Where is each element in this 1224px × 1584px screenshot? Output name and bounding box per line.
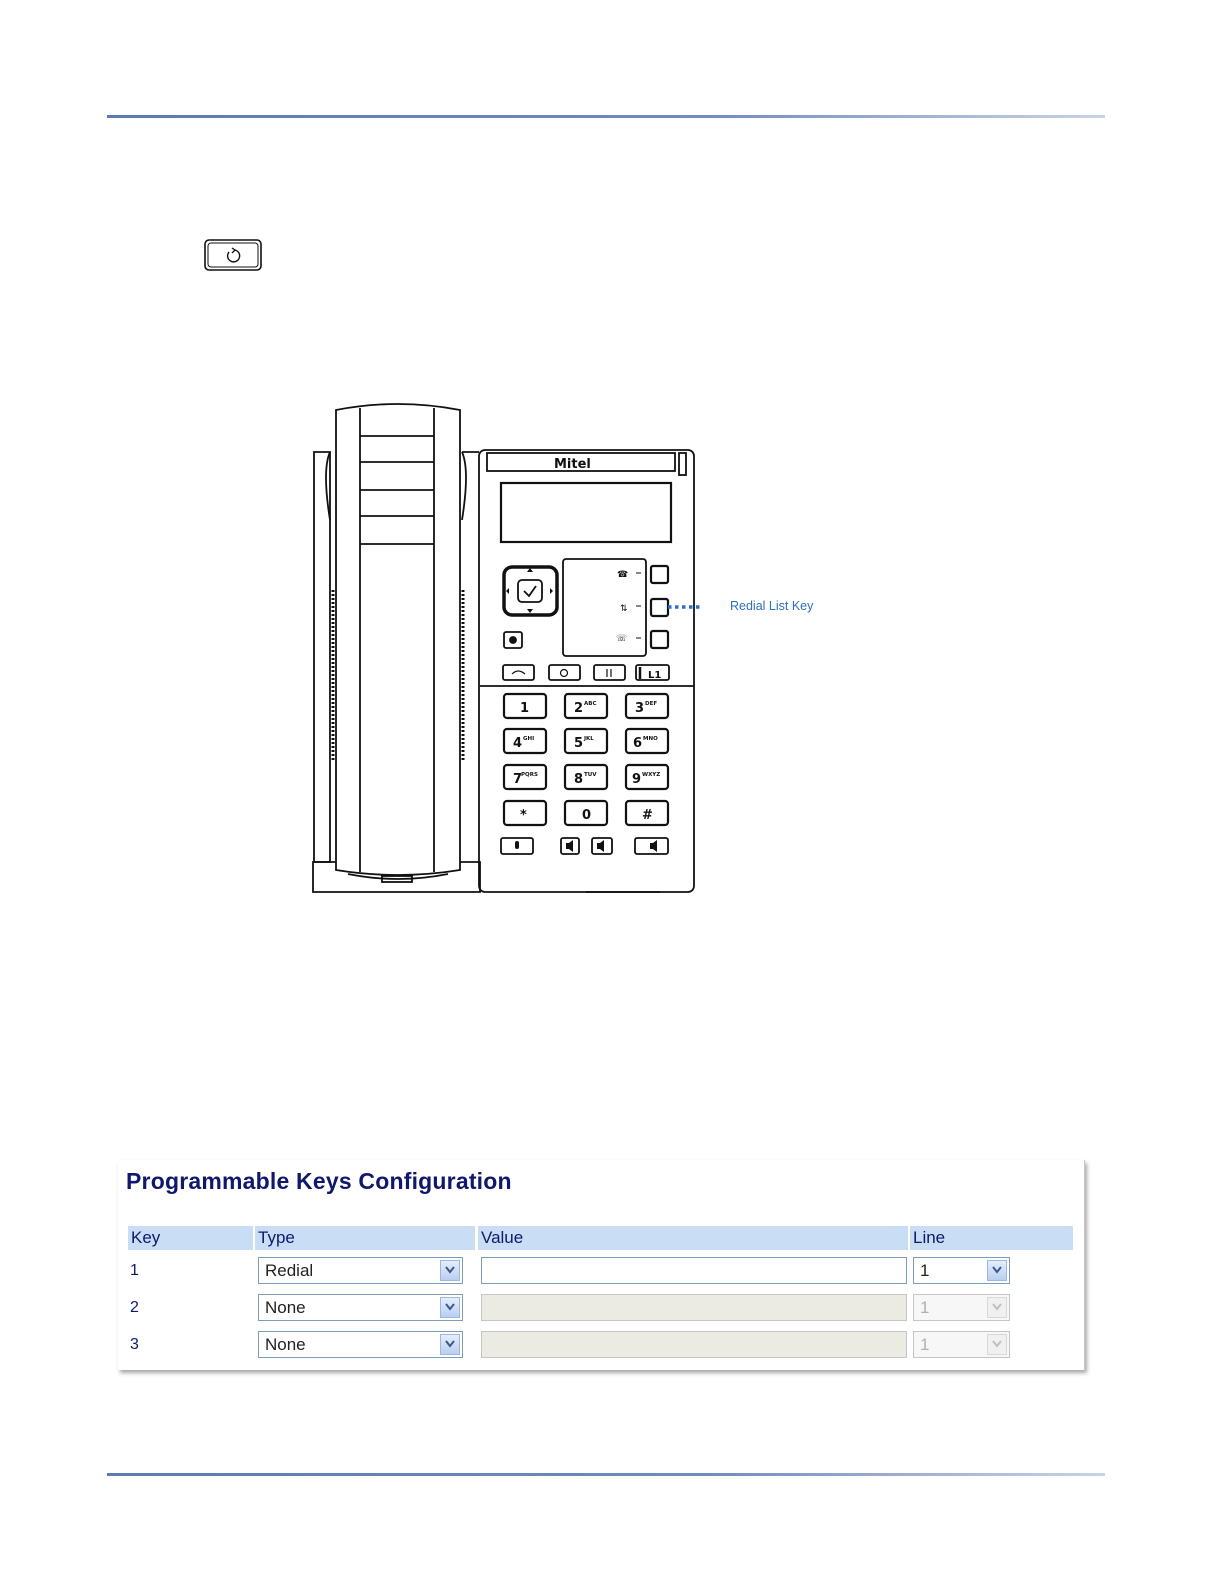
dialpad-letters: GHI [523,736,535,742]
svg-text:☎: ☎ [617,570,629,580]
dialpad-letters: WXYZ [642,772,661,778]
redial-key-icon [204,239,262,271]
dialpad-digit: 2 [574,701,584,716]
line-select-value: 1 [920,1261,930,1280]
dialpad-digit: * [520,808,527,823]
line-select [913,1294,1010,1321]
svg-text:⇅: ⇅ [620,604,628,614]
column-header-key: Key [128,1226,253,1250]
header-rule [107,115,1105,118]
type-select-value: None [265,1335,306,1354]
dialpad-digit: 7 [513,772,523,787]
type-select[interactable] [258,1257,463,1284]
dialpad-letters: DEF [645,701,658,707]
chevron-down-icon [987,1297,1007,1318]
svg-text:☏: ☏ [616,634,628,644]
desk-phone-illustration [308,400,700,898]
brand-logo [554,457,591,472]
redial-list-key-callout: Redial List Key [730,599,814,613]
dialpad-digit: 8 [574,772,584,787]
dialpad-digit: 4 [513,736,523,751]
value-input [481,1331,907,1358]
dialpad-letters: TUV [584,772,597,778]
dialpad-letters: JKL [584,736,594,742]
panel-title: Programmable Keys Configuration [126,1168,512,1194]
chevron-down-icon[interactable] [440,1297,460,1318]
chevron-down-icon[interactable] [987,1260,1007,1281]
key-number: 2 [130,1299,139,1316]
column-header-value: Value [478,1226,908,1250]
dialpad-digit: 9 [632,772,642,787]
type-select[interactable] [258,1331,463,1358]
type-select[interactable] [258,1294,463,1321]
column-header-line: Line [910,1226,1073,1250]
programmable-keys-panel [118,1160,1085,1370]
dialpad-digit: 0 [582,808,592,823]
type-select-value: None [265,1298,306,1317]
dialpad-digit: # [642,808,653,823]
line-key-label: L1 [648,670,662,681]
key-number: 1 [130,1262,139,1279]
brand-logo-text: Mitel [554,457,591,472]
value-input [481,1294,907,1321]
line-select-value: 1 [920,1298,930,1317]
line-select[interactable] [913,1257,1010,1284]
dialpad-letters: PQRS [521,772,538,778]
dialpad-digit: 1 [520,701,530,716]
dialpad-digit: 3 [635,701,645,716]
chevron-down-icon[interactable] [440,1334,460,1355]
type-select-value: Redial [265,1261,314,1280]
dialpad-digit: 5 [574,736,584,751]
value-input[interactable] [481,1257,907,1284]
dialpad-letters: MNO [643,736,658,742]
key-number: 3 [130,1336,139,1353]
chevron-down-icon [987,1334,1007,1355]
line-select-value: 1 [920,1335,930,1354]
column-header-type: Type [255,1226,475,1250]
dialpad-digit: 6 [633,736,643,751]
dialpad-letters: ABC [584,701,597,707]
line-select [913,1331,1010,1358]
chevron-down-icon[interactable] [440,1260,460,1281]
footer-rule [107,1473,1105,1476]
